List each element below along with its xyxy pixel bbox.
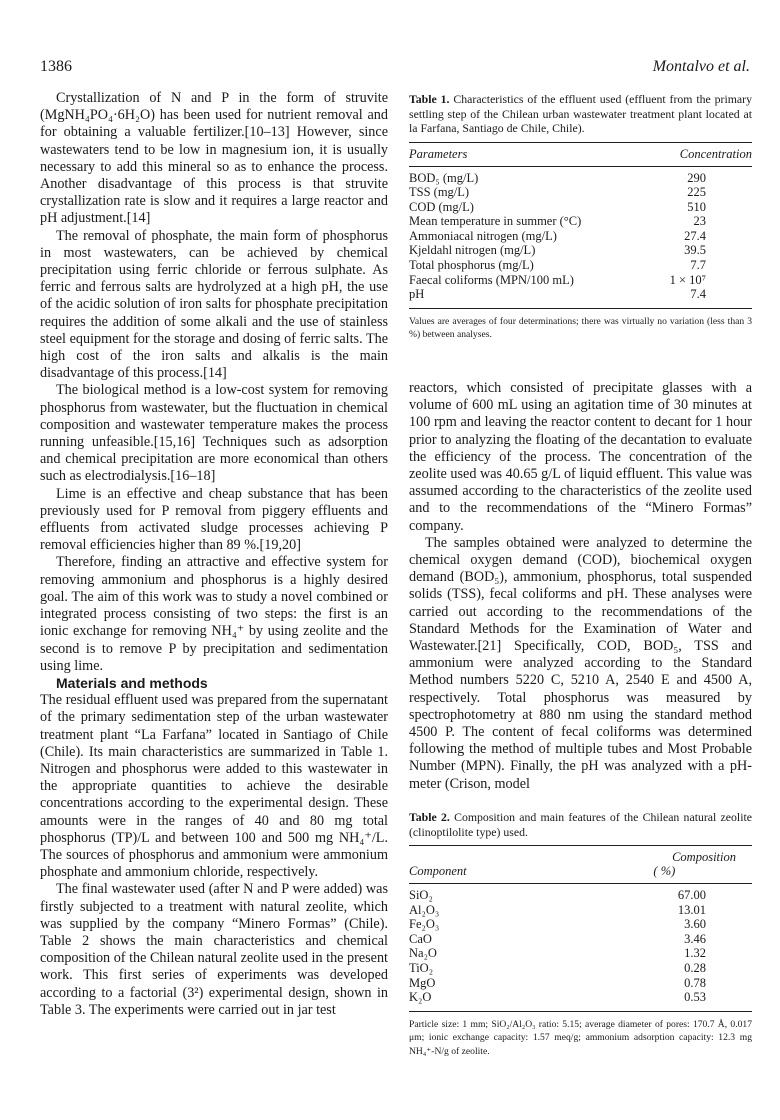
paragraph: Crystallization of N and P in the form of struvite (MgNH₄PO₄·6H₂O) has been used for nutrient removal and for obtaining a valuable fertilizer.[10–13] However, since wastewaters tend to be low in magnesium ion, it is usually necessary to add this mineral so as to enhance the process. Another disadvantage of this process is that struvite crystallization rate is slow and it requires a large reactor and pH adjustment.[14] [40,90,388,227]
table-cell: Faecal coliforms (MPN/100 mL) [409,272,574,287]
table-row [409,166,752,185]
table-cell: 1 × 10⁷ [669,272,706,287]
table-cell: Total phosphorus (mg/L) [409,258,534,273]
paragraph: The biological method is a low-cost system for removing phosphorus from wastewater, but the fluctuation in chemical composition and wastewater temperature makes the process running unfeasible.[15,16] Techniques such as adsorption and chemical precipitation are more economical than others such as electrodialysis.[16–18] [40,382,388,485]
table-cell: 3.60 [684,917,706,932]
column-header-unit: ( %) [653,864,676,878]
left-column [40,90,388,1019]
table-cell: Kjeldahl nitrogen (mg/L) [409,243,536,258]
table-cell: 225 [687,185,706,200]
table-cell: Fe₂O₃ [409,917,440,932]
table-cell: CaO [409,931,432,946]
table-row [409,214,752,229]
table-cell: Mean temperature in summer (°C) [409,214,582,229]
paragraph: The residual effluent used was prepared from the supernatant of the primary sedimentation step of the urban wastewater treatment plant “La Farfana” located in Santiago of Chile (Chile). Its main characteristics are summarized in Table 1. Nitrogen and phosphorus were added to this wastewater in the appropriate quantities to achieve the desirable concentrations according to the experimental design. These amounts were in the ranges of 40 and 80 mg total phosphorus (TP)/L and between 100 and 500 mg NH₄⁺/L. The sources of phosphorus and ammonium were ammonium phosphate and ammonium chloride, respectively. [40,692,388,881]
table-cell: 0.53 [553,990,752,1011]
table-row [409,946,752,961]
table-cell: COD (mg/L) [409,199,474,214]
right-column [409,380,752,793]
table-cell: Al₂O₃ [409,902,440,917]
table-cell: 510 [687,199,706,214]
table-cell: 1.32 [684,946,706,961]
table-cell: 39.5 [684,243,706,258]
table-row [409,884,752,903]
table-cell: MgO [409,975,436,990]
table-row [409,200,752,215]
paragraph: The final wastewater used (after N and P were added) was firstly subjected to a treatment with natural zeolite, which was supplied by the company “Minero Formas” (Chile). Table 2 shows the main characteristics and chemical composition of the Chilean natural zeolite used in the present work. This first series of experiments was developed according to a factorial (3²) experimental design, shown in Table 3. The experiments were carried out in jar test [40,881,388,1018]
paragraph: Therefore, finding an attractive and effective system for removing ammonium and phosphorus is a highly desired goal. The aim of this work was to study a novel combined or integrated process consisting of two steps: the first is an ionic exchange for removing NH₄⁺ by using zeolite and the second is to remove P by precipitation and sedimentation using lime. [40,554,388,674]
table-cell: TiO₂ [409,960,434,975]
data-table [409,845,752,1012]
table-1 [409,92,752,342]
table-cell: 290 [687,170,706,185]
table-cell: 7.7 [690,258,706,273]
column-header: Concentration [641,142,752,166]
paragraph: The removal of phosphate, the main form of phosphorus in most wastewaters, can be achieved by chemical precipitation using ferric chloride or ferrous sulphate. As ferric and ferrous salts are hydrolyzed at a high pH, the use of the acidic solution of iron salts for phosphate precipitation requires the addition of some alkali and the use of stainless steel equipment for the storage and dosing of ferric salts. The high cost of the iron salts and alkalis is the main disadvantage of this process.[14] [40,227,388,382]
table-row [409,229,752,244]
table-cell: 3.46 [684,931,706,946]
table-row [409,976,752,991]
page-number: 1386 [40,58,72,75]
paragraph: reactors, which consisted of precipitate glasses with a volume of 600 mL using an agitation time of 30 minutes at 100 rpm and leaving the reactor content to decant for 1 hour prior to analyzing the floating of the decantation to evaluate the efficiency of the process. The concentration of the zeolite used was 40.65 g/L of liquid effluent. This value was assumed according to the characteristics of the zeolite used and to the recommendations of the “Minero Formas” company. [409,380,752,534]
caption-text: Characteristics of the effluent used (effluent from the primary settling step of the Chilean urban wastewater treatment plant located at la Farfana, Santiago de Chile, Chile). [409,92,752,135]
table-row [409,903,752,918]
paragraph: Lime is an effective and cheap substance that has been previously used for P removal from piggery effluents and effluents from activated sludge processes achieving P removal efficiencies higher than 89 %.[19,20] [40,485,388,554]
table-label: Table 1. [409,92,450,106]
column-header-line: Composition [672,850,736,864]
table-cell: K₂O [409,990,553,1011]
column-header: Parameters [409,142,641,166]
data-table [409,142,752,309]
table-cell: 67.00 [677,888,706,902]
table-cell: 27.4 [684,228,706,243]
table-row [409,273,752,288]
table-row [409,243,752,258]
table-row [409,917,752,932]
table-footnote: Particle size: 1 mm; SiO₂/Al₂O₃ ratio: 5.15; average diameter of pores: 170.7 Å, 0.017 μm; ionic exchange capacity: 1.57 meq/g; ammonium adsorption capacity: 12.3 mg NH₄⁺-N/g of zeolite. [409,1018,752,1057]
table-cell: SiO₂ [409,888,433,902]
running-header-authors: Montalvo et al. [652,58,750,75]
paragraph: The samples obtained were analyzed to determine the chemical oxygen demand (COD), biochemical oxygen demand (BOD₅), ammonium, phosphorus, total suspended solids (TSS), fecal coliforms and pH. These analyses were carried out according to the recommendations of the Standard Methods for the Examination of Water and Wastewater.[21] Specifically, COD, BOD₅, TSS and ammonium were analyzed according to the Standard Method numbers 5220 C, 5210 A, 2540 E and 4500 A, respectively. Total phosphorus was measured by spectrophotometry at 880 nm using the standard method 4500 P. The content of fecal coliforms was determined following the method of multiple tubes and Most Probable Number (MPN). Finally, the pH was analyzed with a pH-meter (Crison, model [409,534,752,792]
table-cell: 7.4 [641,287,752,308]
caption-text: Composition and main features of the Chilean natural zeolite (clinoptilolite type) used. [409,810,752,839]
table-label: Table 2. [409,810,450,824]
table-caption [409,92,752,136]
table-2 [409,810,752,1058]
table-row [409,185,752,200]
table-footnote: Values are averages of four determinations; there was virtually no variation (less than 3 %) between analyses. [409,315,752,341]
table-cell: pH [409,287,641,308]
column-header: Component [409,846,553,884]
table-row [409,287,752,308]
table-cell: 0.78 [684,975,706,990]
table-cell: 0.28 [684,960,706,975]
table-caption [409,810,752,839]
section-heading: Materials and methods [56,674,208,691]
table-row [409,990,752,1011]
table-cell: Na₂O [409,946,437,961]
table-row [409,932,752,947]
table-cell: 13.01 [677,902,706,917]
table-cell: TSS (mg/L) [409,185,470,200]
table-cell: Ammoniacal nitrogen (mg/L) [409,228,557,243]
table-row [409,961,752,976]
table-row [409,258,752,273]
table-cell: BOD₅ (mg/L) [409,170,479,185]
column-header [553,846,752,884]
table-cell: 23 [693,214,706,229]
